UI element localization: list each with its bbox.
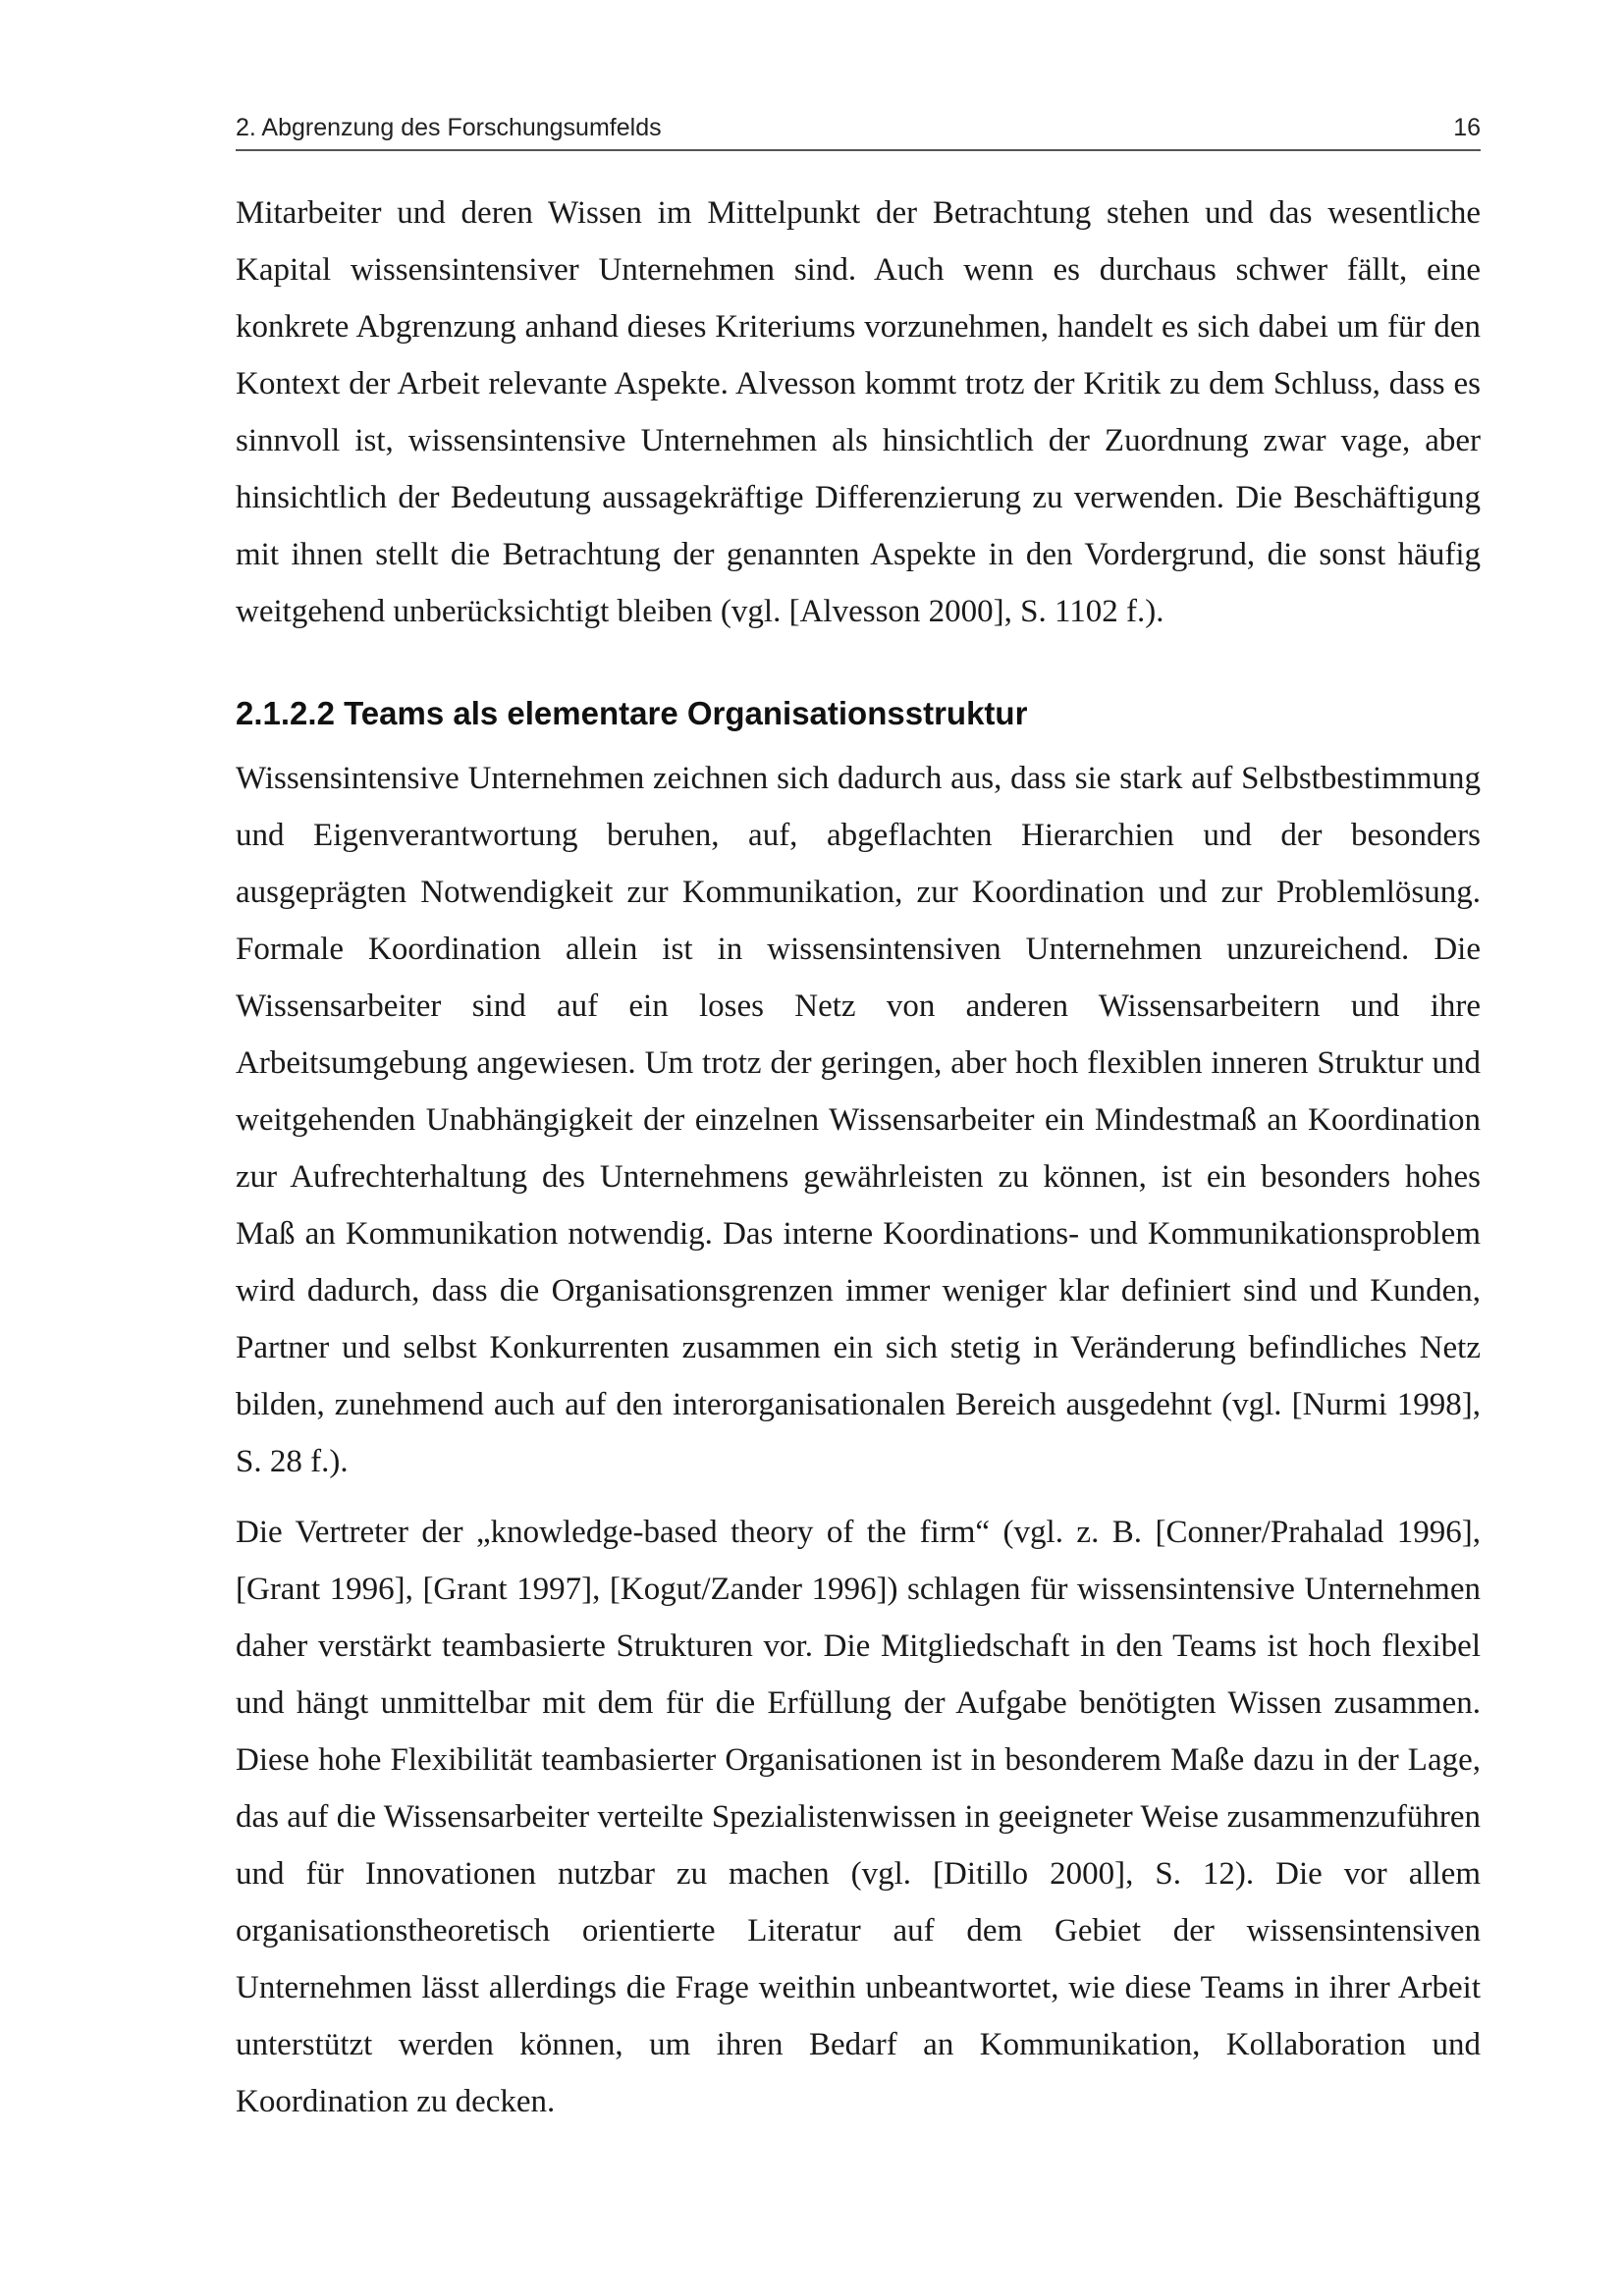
paragraph-3: Die Vertreter der „knowledge-based theory of the firm“ (vgl. z. B. [Conner/Prahalad 1996], [Grant 1996], [Grant 1997], [Kogut/Zander 1996]) schlagen für wissensintensive Unternehmen daher verstärkt teambasierte Strukturen vor. Die Mitgliedschaft in den Teams ist hoch flexibel und hängt unmittelbar mit dem für die Erfüllung der Aufgabe benötigten Wissen zusammen. Diese hohe Flexibilität teambasierter Organisationen ist in besonderem Maße dazu in der Lage, das auf die Wissensarbeiter verteilte Spezialistenwissen in geeigneter Weise zusammenzuführen und für Innovationen nutzbar zu machen (vgl. [Ditillo 2000], S. 12). Die vor allem organisationstheoretisch orientierte Literatur auf dem Gebiet der wissensintensiven Unternehmen lässt allerdings die Frage weithin unbeantwortet, wie diese Teams in ihrer Arbeit unterstützt werden können, um ihren Bedarf an Kommunikation, Kollaboration und Koordination zu decken. <box>236 1515 1481 2119</box>
section-heading: 2.1.2.2 Teams als elementare Organisationsstruktur <box>236 695 1028 731</box>
running-header <box>236 110 1481 151</box>
paragraph-2: Wissensintensive Unternehmen zeichnen sich dadurch aus, dass sie stark auf Selbstbestimmung und Eigenverantwortung beruhen, auf, abgeflachten Hierarchien und der besonders ausgeprägten Notwendigkeit zur Kommunikation, zur Koordination und zur Problemlösung. Formale Koordination allein ist in wissensintensiven Unternehmen unzureichend. Die Wissensarbeiter sind auf ein loses Netz von anderen Wissensarbeitern und ihre Arbeitsumgebung angewiesen. Um trotz der geringen, aber hoch flexiblen inneren Struktur und weitgehenden Unabhängigkeit der einzelnen Wissensarbeiter ein Mindestmaß an Koordination zur Aufrechterhaltung des Unternehmens gewährleisten zu können, ist ein besonders hohes Maß an Kommunikation notwendig. Das interne Koordinations- und Kommunikationsproblem wird dadurch, dass die Organisationsgrenzen immer weniger klar definiert sind und Kunden, Partner und selbst Konkurrenten zusammen ein sich stetig in Veränderung befindliches Netz bilden, zunehmend auch auf den interorganisationalen Bereich ausgedehnt (vgl. [Nurmi 1998], S. 28 f.). <box>236 761 1481 1479</box>
page-number: 16 <box>1453 114 1481 141</box>
body-text <box>236 185 1481 2130</box>
chapter-title: 2. Abgrenzung des Forschungsumfelds <box>236 114 662 141</box>
paragraph-1: Mitarbeiter und deren Wissen im Mittelpunkt der Betrachtung stehen und das wesentliche Kapital wissensintensiver Unternehmen sind. Auch wenn es durchaus schwer fällt, eine konkrete Abgrenzung anhand dieses Kriteriums vorzunehmen, handelt es sich dabei um für den Kontext der Arbeit relevante Aspekte. Alvesson kommt trotz der Kritik zu dem Schluss, dass es sinnvoll ist, wissensintensive Unternehmen als hinsichtlich der Zuordnung zwar vage, aber hinsichtlich der Bedeutung aussagekräftige Differenzierung zu verwenden. Die Beschäftigung mit ihnen stellt die Betrachtung der genannten Aspekte in den Vordergrund, die sonst häufig weitgehend unberücksichtigt bleiben (vgl. [Alvesson 2000], S. 1102 f.). <box>236 195 1481 629</box>
